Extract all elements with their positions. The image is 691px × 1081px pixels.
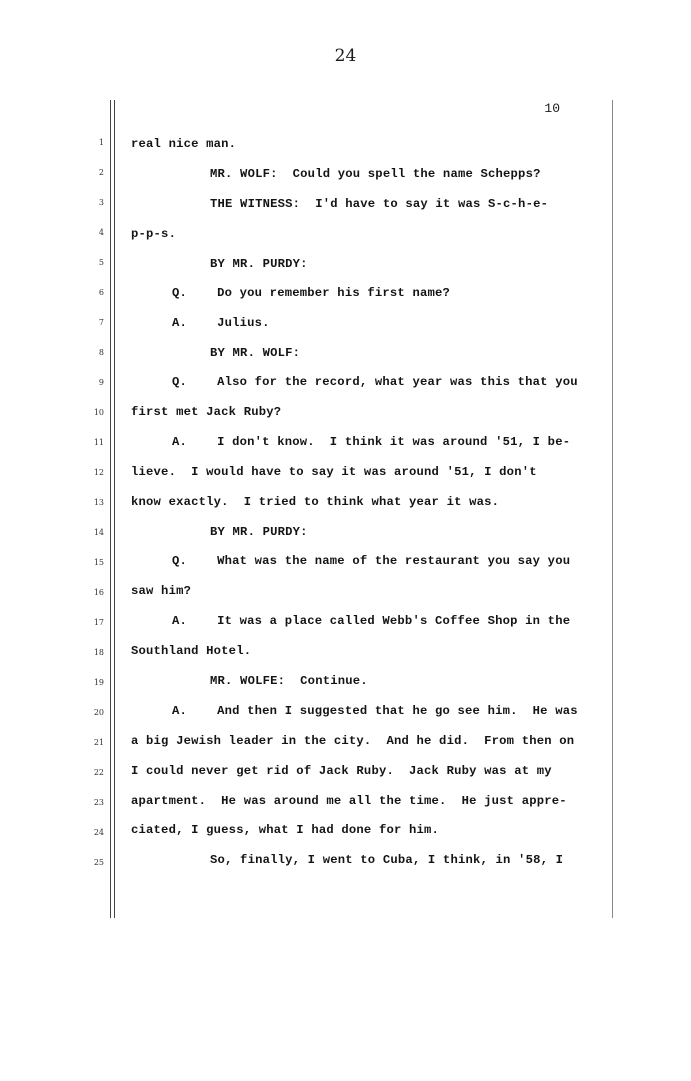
transcript-line: MR. WOLF: Could you spell the name Schepps? xyxy=(210,167,541,181)
line-number: 23 xyxy=(93,798,104,807)
transcript-line: A. And then I suggested that he go see him. He was xyxy=(172,704,578,718)
transcript-page-number: 10 xyxy=(544,101,560,116)
line-number: 8 xyxy=(98,348,104,357)
line-number: 1 xyxy=(98,138,104,147)
line-number: 14 xyxy=(93,528,104,537)
transcript-line: MR. WOLFE: Continue. xyxy=(210,674,368,688)
transcript-line: A. It was a place called Webb's Coffee Shop in the xyxy=(172,614,571,628)
line-number: 15 xyxy=(93,558,104,567)
transcript-line: first met Jack Ruby? xyxy=(131,405,282,419)
line-number: 2 xyxy=(98,168,104,177)
line-number: 4 xyxy=(98,228,104,237)
transcript-line: A. I don't know. I think it was around '51, I be- xyxy=(172,435,571,449)
line-number: 9 xyxy=(98,378,104,387)
transcript-line: Southland Hotel. xyxy=(131,644,252,658)
transcript-line: BY MR. PURDY: xyxy=(210,257,308,271)
line-number: 10 xyxy=(93,408,104,417)
transcript-line: saw him? xyxy=(131,584,192,598)
transcript-line: apartment. He was around me all the time. He just appre- xyxy=(131,794,567,808)
line-number: 18 xyxy=(93,648,104,657)
transcript-line: Q. Also for the record, what year was this that you xyxy=(172,375,578,389)
transcript-line: know exactly. I tried to think what year it was. xyxy=(131,495,500,509)
line-number: 7 xyxy=(98,318,104,327)
line-number: 25 xyxy=(93,858,104,867)
transcript-line: BY MR. WOLF: xyxy=(210,346,301,360)
transcript-line: lieve. I would have to say it was around '51, I don't xyxy=(131,465,537,479)
transcript-line: THE WITNESS: I'd have to say it was S-c-h-e- xyxy=(210,197,549,211)
page-number: 24 xyxy=(334,46,357,66)
line-number: 6 xyxy=(98,288,104,297)
line-number: 12 xyxy=(93,468,104,477)
transcript-line: Q. What was the name of the restaurant you say you xyxy=(172,554,571,568)
transcript-line: real nice man. xyxy=(131,137,237,151)
transcript-line: A. Julius. xyxy=(172,316,270,330)
transcript-line: a big Jewish leader in the city. And he did. From then on xyxy=(131,734,575,748)
transcript-line: BY MR. PURDY: xyxy=(210,525,308,539)
transcript-line: I could never get rid of Jack Ruby. Jack Ruby was at my xyxy=(131,764,552,778)
line-number: 24 xyxy=(93,828,104,837)
line-number: 5 xyxy=(98,258,104,267)
line-number: 13 xyxy=(93,498,104,507)
transcript-line: ciated, I guess, what I had done for him. xyxy=(131,823,440,837)
transcript-line: Q. Do you remember his first name? xyxy=(172,286,451,300)
line-number: 19 xyxy=(93,678,104,687)
transcript-line: p-p-s. xyxy=(131,227,177,241)
line-number: 11 xyxy=(93,438,104,447)
line-number: 17 xyxy=(93,618,104,627)
line-number: 22 xyxy=(93,768,104,777)
line-number: 20 xyxy=(93,708,104,717)
line-number: 3 xyxy=(98,198,104,207)
line-number: 16 xyxy=(93,588,104,597)
line-number: 21 xyxy=(93,738,104,747)
transcript-line: So, finally, I went to Cuba, I think, in '58, I xyxy=(210,853,564,867)
